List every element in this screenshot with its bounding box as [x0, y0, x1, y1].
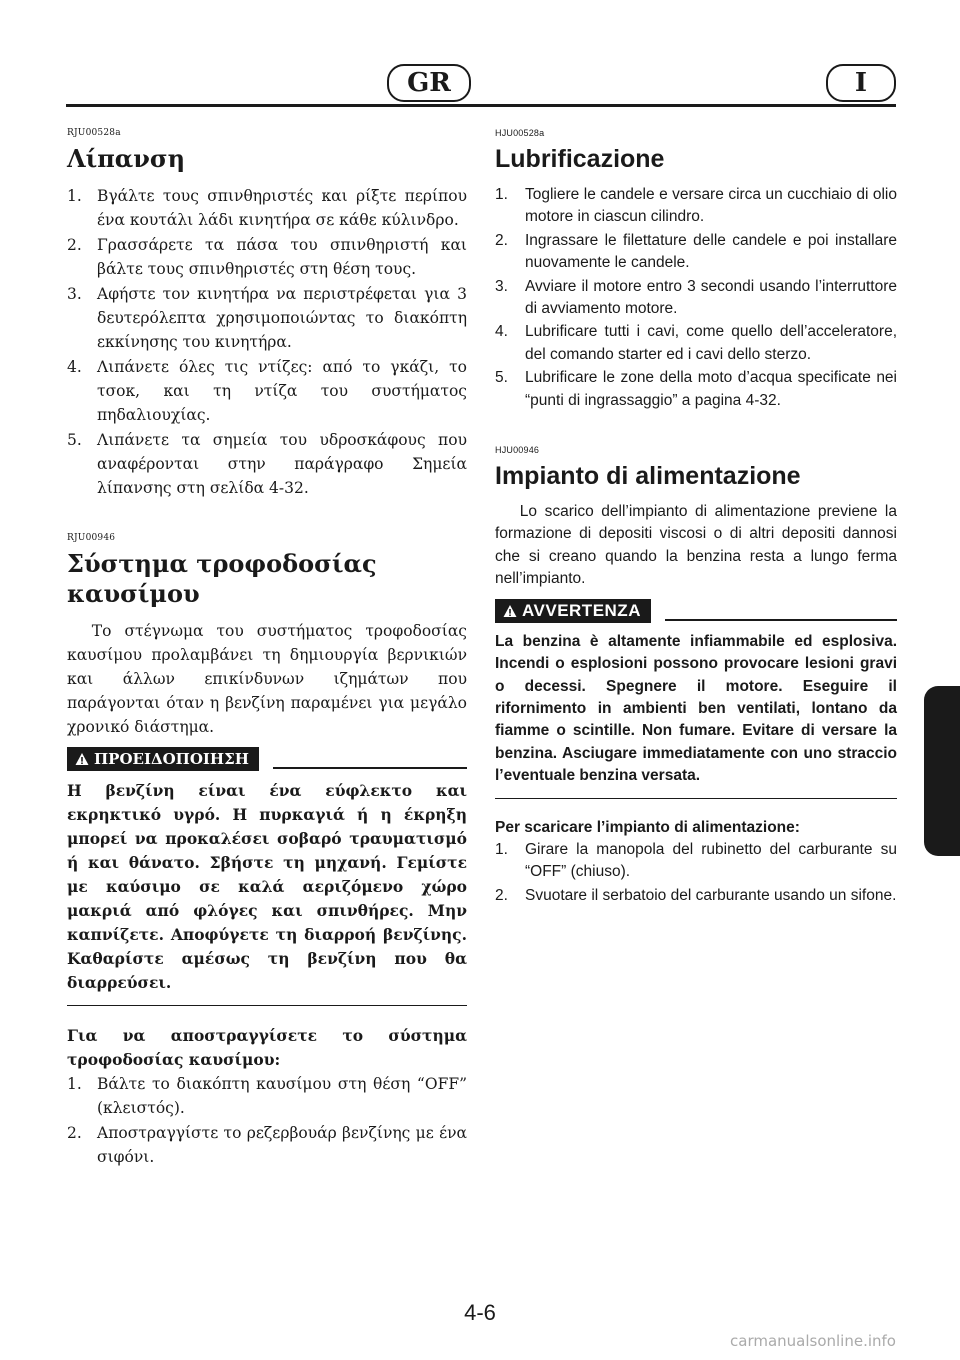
step-number: 3.	[495, 277, 508, 295]
warning-label: ΠΡΟΕΙΔΟΠΟΙΗΣΗ	[94, 750, 249, 768]
step-list	[67, 184, 467, 500]
step-list	[495, 839, 897, 907]
step-item	[67, 184, 467, 232]
warning-label: AVVERTENZA	[522, 600, 641, 620]
step-number: 5.	[67, 431, 82, 449]
step-item	[67, 1072, 467, 1120]
step-text: Lubrificare le zone della moto d’acqua specificate nei “punti di ingrassaggio” a pagina 4-32.	[525, 369, 897, 409]
warning-banner	[495, 599, 651, 623]
warning-top-rule	[665, 619, 897, 621]
step-text: Togliere le candele e versare circa un cucchiaio di olio motore in ciascun cilindro.	[525, 186, 897, 226]
warning-bottom-rule	[67, 1005, 467, 1006]
intro-paragraph: Lo scarico dell’impianto di alimentazione previene la formazione di depositi viscosi o di altri depositi dannosi che si creano quando la benzina resta a lungo ferma nell’impianto.	[495, 503, 897, 588]
step-list	[495, 184, 897, 412]
step-number: 1.	[495, 840, 508, 858]
step-number: 1.	[495, 186, 508, 203]
step-number: 2.	[67, 1124, 82, 1142]
section-title: Impianto di alimentazione	[495, 462, 801, 491]
step-number: 5.	[495, 369, 508, 387]
language-tab-greek: GR	[387, 64, 471, 102]
watermark: carmanualsonline.info	[730, 1332, 896, 1350]
procedure-title: Per scaricare l’impianto di alimentazione:	[495, 818, 800, 836]
step-text: Αποστραγγίστε το ρεζερβουάρ βενζίνης με ένα σιφόνι.	[97, 1124, 467, 1166]
step-item	[67, 428, 467, 500]
step-item	[67, 1121, 467, 1169]
step-text: Γρασσάρετε τα πάσα του σπινθηριστή και βάλτε τους σπινθηριστές στη θέση τους.	[97, 236, 467, 278]
step-text: Βγάλτε τους σπινθηριστές και ρίξτε περίπου ένα κουτάλι λάδι κινητήρα σε κάθε κύλινδρο.	[97, 187, 467, 229]
warning-top-rule	[273, 767, 467, 769]
step-number: 2.	[67, 236, 82, 254]
header-rule	[66, 104, 896, 107]
section-title: Lubrificazione	[495, 145, 665, 173]
intro-paragraph: Το στέγνωμα του συστήματος τροφοδοσίας καυσίμου προλαμβάνει τη δημιουργία βερνικιών και άλλων επικίνδυνων ιζημάτων που παράγονται όταν η βενζίνη παραμένει για μεγάλο χρονικό διάστημα.	[67, 622, 467, 736]
step-text: Λιπάνετε όλες τις ντίζες: από το γκάζι, το τσοκ, και τη ντίζα του συστήματος πηδαλιουχίας.	[97, 358, 467, 424]
step-text: Λιπάνετε τα σημεία του υδροσκάφους που αναφέρονται στην παράγραφο Σημεία λίπανσης στη σελίδα 4-32.	[97, 431, 467, 497]
section-thumb-tab	[924, 686, 960, 856]
step-item	[495, 367, 897, 412]
step-number: 1.	[67, 1075, 82, 1093]
greek-column	[67, 124, 467, 1170]
section-code: RJU00946	[67, 533, 116, 543]
step-item	[67, 233, 467, 281]
step-text: Lubrificare tutti i cavi, come quello dell’acceleratore, del comando starter ed i cavi dello sterzo.	[525, 323, 897, 363]
step-number: 4.	[67, 358, 82, 376]
language-tab-italian: I	[826, 64, 896, 102]
warning-header	[495, 599, 897, 623]
section-code: HJU00946	[495, 445, 540, 456]
section-code: HJU00528a	[495, 128, 545, 138]
step-item	[67, 355, 467, 427]
page-number: 4-6	[464, 1300, 496, 1325]
step-item	[495, 230, 897, 275]
step-text: Αφήστε τον κινητήρα να περιστρέφεται για 3 δευτερόλεπτα χρησιμοποιώντας το διακόπτη εκκίνησης του κινητήρα.	[97, 285, 467, 351]
step-text: Avviare il motore entro 3 secondi usando l’interruttore di avviamento motore.	[525, 277, 897, 318]
step-item	[67, 282, 467, 354]
step-text: Βάλτε το διακόπτη καυσίμου στη θέση “OFF” (κλειστός).	[97, 1075, 467, 1117]
warning-header	[67, 747, 467, 771]
italian-column	[495, 124, 897, 908]
step-number: 1.	[67, 187, 82, 205]
step-number: 3.	[67, 285, 82, 303]
step-item	[495, 276, 897, 321]
procedure-title: Για να αποστραγγίσετε το σύστημα τροφοδοσίας καυσίμου:	[67, 1026, 467, 1069]
step-number: 2.	[495, 231, 508, 249]
warning-text: La benzina è altamente infiammabile ed esplosiva. Incendi o esplosioni possono provocare lesioni gravi o decessi. Spegnere il motore. Eseguire il rifornimento in ambienti ben ventilati, lontano da fiamme o scintille. Non fumare. Evitare di versare la benzina. Asciugare immediatamente con uno straccio l’eventuale benzina versata.	[495, 632, 897, 785]
warning-triangle-icon	[75, 752, 89, 766]
step-item	[495, 184, 897, 229]
warning-text: Η βενζίνη είναι ένα εύφλεκτο και εκρηκτικό υγρό. Η πυρκαγιά ή η έκρηξη μπορεί να προκαλέσει σοβαρό τραυματισμό ή και θάνατο. Σβήστε τη μηχανή. Γεμίστε με καύσιμο σε καλά αεριζόμενο χώρο μακριά από φλόγες και σπινθήρες. Μην καπνίζετε. Αποφύγετε τη διαρροή βενζίνης. Καθαρίστε αμέσως τη βενζίνη που θα διαρρεύσει.	[67, 781, 467, 992]
step-list	[67, 1072, 467, 1169]
step-item	[495, 885, 897, 907]
warning-banner	[67, 747, 259, 771]
step-item	[495, 321, 897, 366]
warning-bottom-rule	[495, 798, 897, 799]
warning-triangle-icon	[503, 604, 517, 618]
step-number: 4.	[495, 323, 508, 341]
step-text: Ingrassare le filettature delle candele e poi installare nuovamente le candele.	[525, 231, 897, 272]
step-text: Girare la manopola del rubinetto del carburante su “OFF” (chiuso).	[525, 840, 897, 881]
section-title: Σύστημα τροφοδοσίας καυσίμου	[67, 549, 377, 608]
section-title: Λίπανση	[67, 144, 186, 173]
section-code: RJU00528a	[67, 128, 121, 138]
step-item	[495, 839, 897, 884]
step-number: 2.	[495, 886, 508, 904]
step-text: Svuotare il serbatoio del carburante usando un sifone.	[525, 886, 897, 904]
